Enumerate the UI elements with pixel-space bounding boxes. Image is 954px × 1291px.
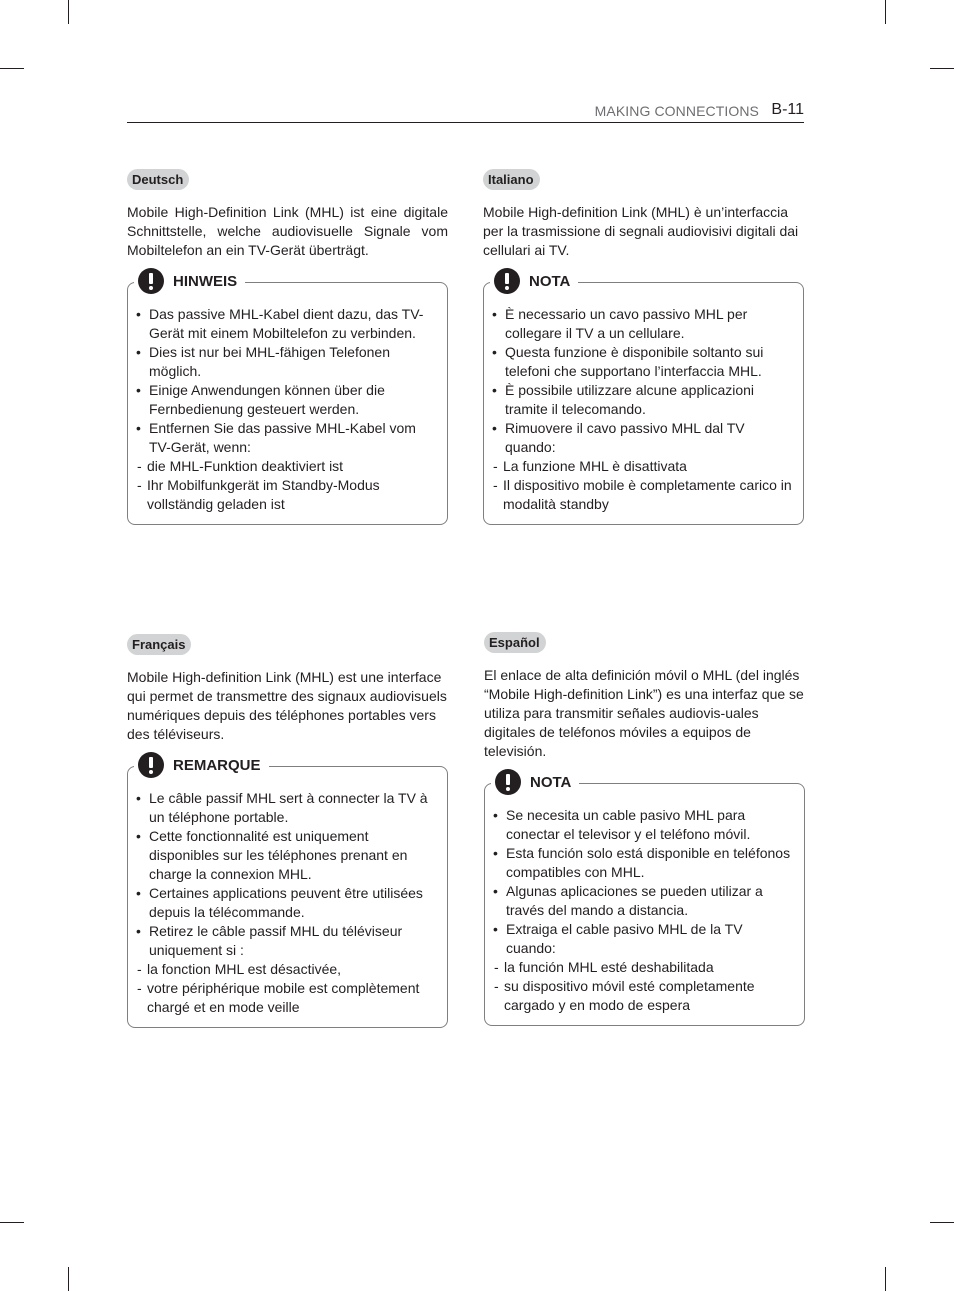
running-header (127, 100, 804, 123)
note-box (484, 773, 805, 1026)
list-item: • Extraiga el cable pasivo MHL de la TV cuando: (493, 920, 796, 958)
note-box (127, 756, 448, 1028)
list-item: • Cette fonctionnalité est uniquement disponibles sur les téléphones prenant en charge la connexion MHL. (136, 827, 439, 884)
section-title: MAKING CONNECTIONS (594, 103, 759, 119)
sub-list (136, 457, 439, 514)
sub-list (492, 457, 795, 514)
list-item: • Le câble passif MHL sert à connecter la TV à un téléphone portable. (136, 789, 439, 827)
list-item: • Se necesita un cable pasivo MHL para conectar el televisor y el teléfono móvil. (493, 806, 796, 844)
note-header (491, 768, 579, 796)
language-tag: Deutsch (127, 169, 189, 190)
sub-list (136, 960, 439, 1017)
sub-list-item: - Ihr Mobilfunkgerät im Standby-Modus vollständig geladen ist (137, 476, 439, 514)
language-tag: Italiano (483, 169, 540, 190)
list-item: • Das passive MHL-Kabel dient dazu, das TV-Gerät mit einem Mobiltelefon zu verbinden. (136, 305, 439, 343)
crop-mark (0, 1222, 24, 1223)
section-deutsch (127, 169, 448, 525)
list-item: • Rimuovere il cavo passivo MHL dal TV quando: (492, 419, 795, 457)
section-francais (127, 634, 448, 1028)
sub-list-item: - votre périphérique mobile est complètement chargé et en mode veille (137, 979, 439, 1017)
list-item: • Certaines applications peuvent être utilisées depuis la télécommande. (136, 884, 439, 922)
list-item: • Esta función solo está disponible en teléfonos compatibles con MHL. (493, 844, 796, 882)
section-italiano (483, 169, 804, 525)
crop-mark (930, 68, 954, 69)
sub-list-item: - la fonction MHL est désactivée, (137, 960, 439, 979)
intro-paragraph: Mobile High-definition Link (MHL) è un’interfaccia per la trasmissione di segnali audiovisivi digitali dai cellulari ai TV. (483, 204, 799, 258)
warning-icon (495, 769, 521, 795)
intro-paragraph: Mobile High-definition Link (MHL) est une interface qui permet de transmettre des signaux audiovisuels numériques depuis des téléphones portables vers des téléviseurs. (127, 669, 447, 742)
sub-list-item: - Il dispositivo mobile è completamente carico in modalità standby (493, 476, 795, 514)
note-title: HINWEIS (173, 272, 238, 290)
language-tag: Español (484, 632, 546, 653)
note-box (127, 272, 448, 525)
list-item: • Retirez le câble passif MHL du téléviseur uniquement si : (136, 922, 439, 960)
warning-icon (138, 268, 164, 294)
note-list (493, 806, 796, 958)
list-item: • È necessario un cavo passivo MHL per collegare il TV a un cellulare. (492, 305, 795, 343)
list-item: • Einige Anwendungen können über die Fernbedienung gesteuert werden. (136, 381, 439, 419)
list-item: • È possibile utilizzare alcune applicazioni tramite il telecomando. (492, 381, 795, 419)
list-item: • Dies ist nur bei MHL-fähigen Telefonen möglich. (136, 343, 439, 381)
list-item: • Questa funzione è disponibile soltanto sui telefoni che supportano l’interfaccia MHL. (492, 343, 795, 381)
note-title: REMARQUE (173, 756, 261, 774)
note-title: NOTA (530, 773, 572, 791)
note-list (136, 305, 439, 457)
page-number: B-11 (771, 101, 804, 118)
warning-icon (138, 752, 164, 778)
intro-paragraph: El enlace de alta definición móvil o MHL (del inglés “Mobile High-definition Link”) es una interfaz que se utiliza para transmitir señales audiovis-uales digitales de teléfonos móviles a equipos de televisión. (484, 667, 804, 759)
sub-list-item: - la función MHL esté deshabilitada (494, 958, 796, 977)
sub-list-item: - su dispositivo móvil esté completamente cargado y en modo de espera (494, 977, 796, 1015)
note-header (134, 267, 245, 295)
note-list (492, 305, 795, 457)
list-item-text: Entfernen Sie das passive MHL-Kabel vom TV-Gerät, wenn: (149, 420, 416, 455)
warning-icon (494, 268, 520, 294)
crop-mark (885, 0, 886, 24)
sub-list (493, 958, 796, 1015)
crop-mark (0, 68, 24, 69)
language-tag: Français (127, 634, 191, 655)
crop-mark (885, 1267, 886, 1291)
crop-mark (930, 1222, 954, 1223)
note-box (483, 272, 804, 525)
note-list (136, 789, 439, 960)
note-title: NOTA (529, 272, 571, 290)
crop-mark (68, 1267, 69, 1291)
sub-list-item: - La funzione MHL è disattivata (493, 457, 795, 476)
note-header (490, 267, 578, 295)
sub-list-item: - die MHL-Funktion deaktiviert ist (137, 457, 439, 476)
section-espanol (484, 632, 805, 1026)
note-header (134, 751, 269, 779)
list-item (136, 419, 439, 457)
list-item: • Algunas aplicaciones se pueden utilizar a través del mando a distancia. (493, 882, 796, 920)
crop-mark (68, 0, 69, 24)
intro-paragraph: Mobile High-Definition Link (MHL) ist eine digitale Schnittstelle, welche audiovisuelle Signale vom Mobiltelefon an ein TV-Gerät überträgt. (127, 204, 448, 258)
